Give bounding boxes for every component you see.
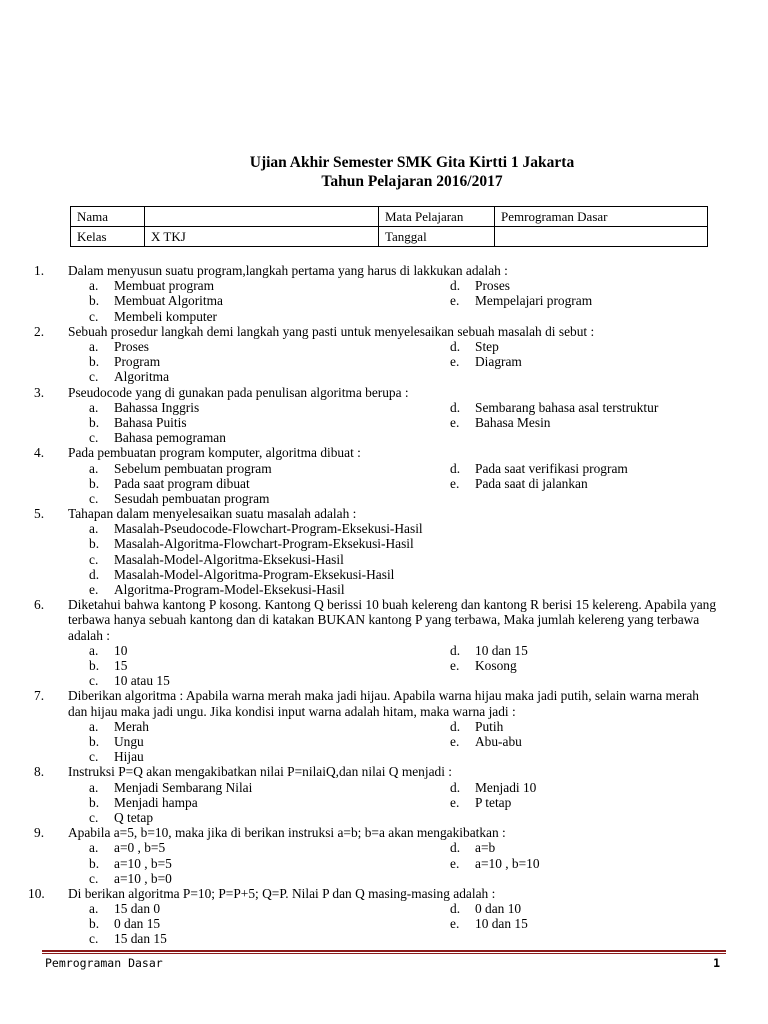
question-number: 8. [34, 764, 45, 780]
option-list [0, 521, 768, 597]
question-text [0, 688, 768, 718]
question-number: 6. [34, 597, 45, 613]
option-list [0, 339, 768, 385]
option-label: c. [89, 809, 99, 825]
option-label: b. [89, 855, 100, 871]
option-text: Mempelajari program [475, 293, 593, 309]
option-label: d. [450, 779, 461, 795]
option-label: b. [89, 536, 100, 552]
kelas-value: X TKJ [145, 227, 379, 247]
question-text [0, 825, 768, 840]
option-label: d. [450, 338, 461, 354]
question-body: Instruksi P=Q akan mengakibatkan nilai P=nilaiQ,dan nilai Q menjadi : [68, 764, 453, 780]
question-body: Diketahui bahwa kantong P kosong. Kantong Q berissi 10 buah kelereng dan kantong R berisi 15 kelereng. Apabila yang terbawa hanya sebuah kantong dan di katakan BUKAN kantong P yang terbawa, Maka jumlah kelereng yang terbawa adalah : [68, 597, 717, 643]
option-label: b. [89, 916, 100, 932]
option-label: d. [450, 278, 461, 294]
option-list [0, 643, 768, 689]
option-list [0, 840, 768, 886]
option-text: Merah [114, 718, 149, 734]
option-text: Membeli komputer [114, 308, 218, 324]
question-text [0, 263, 768, 278]
question-body: Di berikan algoritma P=10; P=P+5; Q=P. Nilai P dan Q masing-masing adalah : [68, 885, 496, 901]
option-label: d. [450, 460, 461, 476]
question-list [0, 263, 768, 947]
option-label: b. [89, 293, 100, 309]
nama-value[interactable] [145, 207, 379, 227]
option-text: Algoritma [114, 369, 170, 385]
option-text: 10 dan 15 [475, 916, 528, 932]
question-body: Diberikan algoritma : Apabila warna merah maka jadi hijau. Apabila warna hijau maka jadi putih, selain warna merah dan hijau maka jadi ungu. Jika kondisi input warna adalah hitam, maka warna jadi : [68, 688, 699, 719]
option-text: Program [114, 354, 161, 370]
option-label: b. [89, 794, 100, 810]
question-8 [0, 764, 768, 825]
option-label: d. [450, 901, 461, 917]
option-text: Sembarang bahasa asal terstruktur [475, 399, 659, 415]
option-label: e. [450, 414, 460, 430]
option-text: Menjadi Sembarang Nilai [114, 779, 253, 795]
option-label: a. [89, 460, 99, 476]
option-text: Menjadi hampa [114, 794, 198, 810]
option-label: d. [450, 718, 461, 734]
option-label: a. [89, 642, 99, 658]
option-text: 15 dan 0 [114, 901, 161, 917]
question-7 [0, 688, 768, 764]
option-text: a=10 , b=5 [114, 855, 172, 871]
option-text: a=0 , b=5 [114, 840, 166, 856]
option-label: a. [89, 718, 99, 734]
option-list [0, 901, 768, 947]
option-text: 0 dan 15 [114, 916, 161, 932]
question-body: Tahapan dalam menyelesaikan suatu masalah adalah : [68, 506, 357, 522]
option-label: d. [450, 399, 461, 415]
tanggal-label: Tanggal [379, 227, 495, 247]
option-label: d. [89, 566, 100, 582]
option-text: Masalah-Model-Algoritma-Eksekusi-Hasil [114, 551, 344, 567]
option-label: c. [89, 931, 99, 947]
option-text: Hijau [114, 749, 144, 765]
option-text: 0 dan 10 [475, 901, 522, 917]
option-label: b. [89, 475, 100, 491]
question-text [0, 764, 768, 779]
option-list [0, 400, 768, 446]
question-text [0, 324, 768, 339]
option-text: Masalah-Pseudocode-Flowchart-Program-Eksekusi-Hasil [114, 521, 423, 537]
question-body: Pada pembuatan program komputer, algoritma dibuat : [68, 445, 361, 461]
footer-rule [42, 950, 726, 952]
option-label: c. [89, 369, 99, 385]
option-label: a. [89, 901, 99, 917]
option-text: P tetap [475, 794, 512, 810]
option-label: c. [89, 870, 99, 886]
question-number: 7. [34, 688, 45, 704]
option-text: Algoritma-Program-Model-Eksekusi-Hasil [114, 582, 345, 598]
option-label: e. [450, 855, 460, 871]
question-9 [0, 825, 768, 886]
question-text [0, 886, 768, 901]
question-number: 10. [28, 885, 45, 901]
option-text: a=10 , b=0 [114, 870, 172, 886]
option-label: a. [89, 779, 99, 795]
option-text: Proses [114, 338, 149, 354]
option-text: Bahasa Mesin [475, 414, 551, 430]
question-number: 4. [34, 445, 45, 461]
option-label: a. [89, 521, 99, 537]
tanggal-value[interactable] [495, 227, 708, 247]
option-label: b. [89, 414, 100, 430]
option-text: Masalah-Algoritma-Flowchart-Program-Eksekusi-Hasil [114, 536, 414, 552]
option-label: c. [89, 490, 99, 506]
option-text: Bahasa Puitis [114, 414, 187, 430]
option-text: Q tetap [114, 809, 154, 825]
question-1 [0, 263, 768, 324]
question-2 [0, 324, 768, 385]
option-text: Sebelum pembuatan program [114, 460, 272, 476]
question-number: 3. [34, 384, 45, 400]
exam-title: Ujian Akhir Semester SMK Gita Kirtti 1 Jakarta [249, 154, 575, 171]
question-6 [0, 597, 768, 688]
option-text: 10 [114, 642, 128, 658]
option-text: Pada saat program dibuat [114, 475, 250, 491]
option-label: e. [450, 293, 460, 309]
option-label: c. [89, 308, 99, 324]
info-row-2 [71, 227, 708, 247]
question-text [0, 506, 768, 521]
option-text: Membuat Algoritma [114, 293, 223, 309]
option-list [0, 780, 768, 826]
question-number: 5. [34, 506, 45, 522]
option-label: d. [450, 840, 461, 856]
question-3 [0, 385, 768, 446]
nama-label: Nama [71, 207, 145, 227]
option-text: a=b [475, 840, 496, 856]
option-text: Menjadi 10 [475, 779, 537, 795]
option-text: Bahasa pemograman [114, 430, 226, 446]
option-label: a. [89, 399, 99, 415]
option-text: Diagram [475, 354, 522, 370]
option-text: Pada saat verifikasi program [475, 460, 628, 476]
question-body: Dalam menyusun suatu program,langkah pertama yang harus di lakkukan adalah : [68, 263, 508, 278]
option-text: Masalah-Model-Algoritma-Program-Eksekusi-Hasil [114, 566, 395, 582]
option-label: c. [89, 749, 99, 765]
option-text: Pada saat di jalankan [475, 475, 588, 491]
page-number: 1 [713, 956, 720, 970]
mapel-value: Pemrograman Dasar [495, 207, 708, 227]
option-text: 15 dan 15 [114, 931, 167, 947]
option-text: a=10 , b=10 [475, 855, 540, 871]
question-text [0, 445, 768, 460]
option-label: a. [89, 840, 99, 856]
option-label: e. [450, 658, 460, 673]
question-body: Apabila a=5, b=10, maka jika di berikan instruksi a=b; b=a akan mengakibatkan : [68, 825, 506, 841]
option-label: c. [89, 551, 99, 567]
option-text: Kosong [475, 658, 517, 673]
question-number: 1. [34, 263, 45, 278]
question-number: 9. [34, 825, 45, 841]
option-text: Sesudah pembuatan program [114, 490, 270, 506]
mapel-label: Mata Pelajaran [379, 207, 495, 227]
question-number: 2. [34, 323, 45, 339]
option-label: e. [89, 582, 99, 598]
footer-rule-thin [42, 953, 726, 954]
option-list [0, 278, 768, 324]
footer-subject: Pemrograman Dasar [45, 956, 163, 970]
option-label: e. [450, 794, 460, 810]
option-text: Membuat program [114, 278, 215, 294]
option-label: e. [450, 354, 460, 370]
question-text [0, 385, 768, 400]
option-label: e. [450, 916, 460, 932]
option-list [0, 719, 768, 765]
option-label: b. [89, 658, 100, 673]
question-text [0, 597, 768, 643]
option-label: c. [89, 673, 99, 689]
option-label: b. [89, 354, 100, 370]
option-label: e. [450, 475, 460, 491]
option-list [0, 461, 768, 507]
option-label: a. [89, 338, 99, 354]
option-label: e. [450, 733, 460, 749]
exam-year: Tahun Pelajaran 2016/2017 [321, 173, 503, 190]
option-label: d. [450, 642, 461, 658]
kelas-label: Kelas [71, 227, 145, 247]
question-body: Sebuah prosedur langkah demi langkah yang pasti untuk menyelesaikan sebuah masalah di sebut : [68, 323, 595, 339]
question-5 [0, 506, 768, 597]
question-body: Pseudocode yang di gunakan pada penulisan algoritma berupa : [68, 384, 409, 400]
option-text: Ungu [114, 733, 144, 749]
option-label: b. [89, 733, 100, 749]
question-4 [0, 445, 768, 506]
option-text: Bahassa Inggris [114, 399, 200, 415]
option-text: 15 [114, 658, 128, 673]
option-text: Step [475, 338, 499, 354]
option-text: Putih [475, 718, 504, 734]
option-text: Abu-abu [475, 733, 522, 749]
option-text: 10 atau 15 [114, 673, 170, 689]
option-label: a. [89, 278, 99, 294]
question-10 [0, 886, 768, 947]
student-info-table [70, 206, 708, 247]
option-text: 10 dan 15 [475, 642, 528, 658]
option-label: c. [89, 430, 99, 446]
option-text: Proses [475, 278, 510, 294]
info-row-1 [71, 207, 708, 227]
